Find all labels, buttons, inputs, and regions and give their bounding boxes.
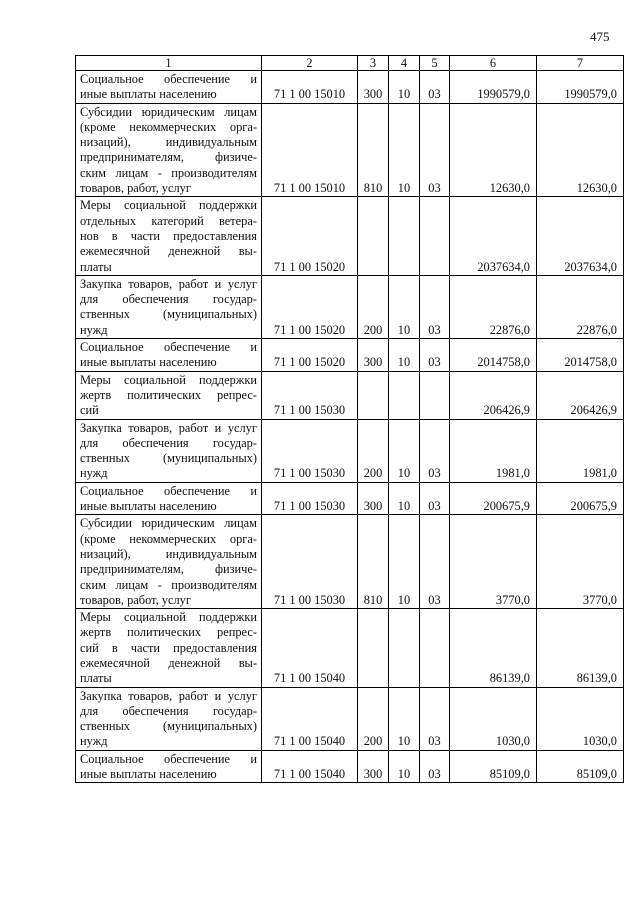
row-col5-cell: 03: [420, 71, 450, 104]
row-col5-cell: 03: [420, 687, 450, 750]
row-code-cell: 71 1 00 15030: [262, 482, 358, 515]
row-name-line: для обеспечения государ-: [80, 435, 257, 450]
header-col-5: 5: [420, 56, 450, 71]
row-name-line: нужд: [80, 734, 108, 749]
row-name-line: Меры социальной поддержки: [80, 198, 257, 213]
table-row: [76, 371, 624, 419]
row-name-line: Меры социальной поддержки: [80, 610, 257, 625]
row-code-cell: 71 1 00 15030: [262, 515, 358, 609]
row-code-cell: 71 1 00 15040: [262, 609, 358, 687]
row-name-line: Социальное обеспечение и: [80, 340, 257, 355]
row-name-line: товаров, работ, услуг: [80, 592, 191, 607]
row-name-line: ским лицам - производителям: [80, 577, 257, 592]
header-col-2: 2: [262, 56, 358, 71]
row-col4-cell: [389, 609, 420, 687]
row-name-cell: [76, 515, 262, 609]
row-name-line: сий в части предоставления: [80, 640, 257, 655]
row-col7-cell: 85109,0: [537, 750, 624, 783]
header-col-7: 7: [537, 56, 624, 71]
row-col6-cell: 1030,0: [450, 687, 537, 750]
row-col7-cell: 2037634,0: [537, 197, 624, 275]
row-code-cell: 71 1 00 15040: [262, 687, 358, 750]
row-col5-cell: 03: [420, 419, 450, 482]
row-col3-cell: [358, 609, 389, 687]
row-name-line: нужд: [80, 322, 108, 337]
row-col5-cell: [420, 371, 450, 419]
row-code-cell: 71 1 00 15040: [262, 750, 358, 783]
row-col7-cell: 12630,0: [537, 103, 624, 197]
row-name-line: ственных (муниципальных): [80, 307, 257, 322]
table-row: [76, 71, 624, 104]
budget-table: [75, 55, 624, 783]
header-col-6: 6: [450, 56, 537, 71]
row-col5-cell: [420, 197, 450, 275]
row-code-cell: 71 1 00 15010: [262, 103, 358, 197]
row-name-line: ежемесячной денежной вы-: [80, 244, 257, 259]
row-col6-cell: 3770,0: [450, 515, 537, 609]
row-col6-cell: 85109,0: [450, 750, 537, 783]
row-col4-cell: 10: [389, 339, 420, 372]
row-col3-cell: 300: [358, 339, 389, 372]
row-col4-cell: [389, 371, 420, 419]
row-col3-cell: 300: [358, 750, 389, 783]
row-name-cell: [76, 197, 262, 275]
row-col5-cell: 03: [420, 275, 450, 338]
row-name-line: иные выплаты населению: [80, 87, 217, 102]
row-col6-cell: 206426,9: [450, 371, 537, 419]
row-name-line: Закупка товаров, работ и услуг: [80, 420, 257, 435]
row-name-cell: [76, 103, 262, 197]
row-name-line: платы: [80, 671, 112, 686]
row-col3-cell: 300: [358, 71, 389, 104]
row-col7-cell: 1990579,0: [537, 71, 624, 104]
row-name-line: ственных (муниципальных): [80, 451, 257, 466]
row-name-line: сий: [80, 403, 99, 418]
row-col4-cell: [389, 197, 420, 275]
row-code-cell: 71 1 00 15030: [262, 419, 358, 482]
row-col4-cell: 10: [389, 482, 420, 515]
row-code-cell: 71 1 00 15020: [262, 339, 358, 372]
row-col5-cell: 03: [420, 515, 450, 609]
row-name-line: для обеспечения государ-: [80, 292, 257, 307]
table-row: [76, 687, 624, 750]
table-row: [76, 197, 624, 275]
row-col6-cell: 2014758,0: [450, 339, 537, 372]
table-row: [76, 275, 624, 338]
row-col3-cell: 810: [358, 515, 389, 609]
row-name-line: жертв политических репрес-: [80, 387, 257, 402]
row-col4-cell: 10: [389, 71, 420, 104]
row-name-line: Социальное обеспечение и: [80, 72, 257, 86]
row-code-cell: 71 1 00 15020: [262, 275, 358, 338]
row-name-cell: [76, 419, 262, 482]
table-row: [76, 103, 624, 197]
row-code-cell: 71 1 00 15010: [262, 71, 358, 104]
row-name-cell: [76, 482, 262, 515]
row-name-line: нужд: [80, 466, 108, 481]
row-col4-cell: 10: [389, 103, 420, 197]
row-col7-cell: 2014758,0: [537, 339, 624, 372]
row-name-line: (кроме некоммерческих орга-: [80, 531, 257, 546]
table-row: [76, 515, 624, 609]
row-col7-cell: 1981,0: [537, 419, 624, 482]
row-name-line: ежемесячной денежной вы-: [80, 655, 257, 670]
row-col6-cell: 200675,9: [450, 482, 537, 515]
row-name-cell: [76, 275, 262, 338]
row-name-line: Социальное обеспечение и: [80, 483, 257, 498]
row-name-line: платы: [80, 259, 112, 274]
table-row: [76, 750, 624, 783]
table-body: [76, 71, 624, 783]
table-row: [76, 609, 624, 687]
row-col5-cell: 03: [420, 103, 450, 197]
row-col7-cell: 200675,9: [537, 482, 624, 515]
page-number: 475: [590, 29, 610, 44]
row-col7-cell: 206426,9: [537, 371, 624, 419]
row-name-line: отдельных категорий ветера-: [80, 213, 257, 228]
row-name-line: низаций), индивидуальным: [80, 135, 257, 150]
row-col7-cell: 86139,0: [537, 609, 624, 687]
row-name-line: Социальное обеспечение и: [80, 751, 257, 766]
row-col3-cell: 300: [358, 482, 389, 515]
header-col-1: 1: [76, 56, 262, 71]
row-name-line: Меры социальной поддержки: [80, 372, 257, 387]
row-col6-cell: 22876,0: [450, 275, 537, 338]
row-name-line: предпринимателям, физиче-: [80, 150, 257, 165]
row-col3-cell: [358, 197, 389, 275]
row-name-cell: [76, 371, 262, 419]
row-name-cell: [76, 339, 262, 372]
table-row: [76, 339, 624, 372]
row-col5-cell: 03: [420, 339, 450, 372]
row-name-cell: [76, 609, 262, 687]
row-name-cell: [76, 71, 262, 104]
table-row: [76, 482, 624, 515]
row-name-line: ским лицам - производителям: [80, 165, 257, 180]
row-name-line: Субсидии юридическим лицам: [80, 104, 257, 119]
row-col7-cell: 22876,0: [537, 275, 624, 338]
row-col4-cell: 10: [389, 687, 420, 750]
row-col4-cell: 10: [389, 419, 420, 482]
row-col3-cell: [358, 371, 389, 419]
header-row: [76, 56, 624, 71]
row-name-line: иные выплаты населению: [80, 499, 217, 514]
header-col-3: 3: [358, 56, 389, 71]
row-name-line: (кроме некоммерческих орга-: [80, 119, 257, 134]
row-col3-cell: 200: [358, 275, 389, 338]
row-name-line: жертв политических репрес-: [80, 625, 257, 640]
row-name-line: низаций), индивидуальным: [80, 546, 257, 561]
row-name-line: предпринимателям, физиче-: [80, 562, 257, 577]
row-name-line: нов в части предоставления: [80, 228, 257, 243]
row-col3-cell: 200: [358, 419, 389, 482]
row-col4-cell: 10: [389, 515, 420, 609]
table-row: [76, 419, 624, 482]
row-col6-cell: 86139,0: [450, 609, 537, 687]
row-col6-cell: 12630,0: [450, 103, 537, 197]
header-col-4: 4: [389, 56, 420, 71]
row-col5-cell: [420, 609, 450, 687]
row-code-cell: 71 1 00 15020: [262, 197, 358, 275]
row-col6-cell: 1981,0: [450, 419, 537, 482]
row-name-line: для обеспечения государ-: [80, 703, 257, 718]
row-name-cell: [76, 687, 262, 750]
row-col4-cell: 10: [389, 275, 420, 338]
row-col3-cell: 810: [358, 103, 389, 197]
row-col6-cell: 2037634,0: [450, 197, 537, 275]
row-col7-cell: 1030,0: [537, 687, 624, 750]
row-name-line: иные выплаты населению: [80, 767, 217, 782]
row-name-cell: [76, 750, 262, 783]
row-name-line: Субсидии юридическим лицам: [80, 516, 257, 531]
row-name-line: иные выплаты населению: [80, 355, 217, 370]
row-col7-cell: 3770,0: [537, 515, 624, 609]
row-name-line: Закупка товаров, работ и услуг: [80, 688, 257, 703]
row-code-cell: 71 1 00 15030: [262, 371, 358, 419]
table-header: [76, 56, 624, 71]
row-col3-cell: 200: [358, 687, 389, 750]
row-name-line: товаров, работ, услуг: [80, 181, 191, 196]
row-col4-cell: 10: [389, 750, 420, 783]
row-name-line: ственных (муниципальных): [80, 719, 257, 734]
row-col5-cell: 03: [420, 482, 450, 515]
row-col5-cell: 03: [420, 750, 450, 783]
row-name-line: Закупка товаров, работ и услуг: [80, 276, 257, 291]
row-col6-cell: 1990579,0: [450, 71, 537, 104]
